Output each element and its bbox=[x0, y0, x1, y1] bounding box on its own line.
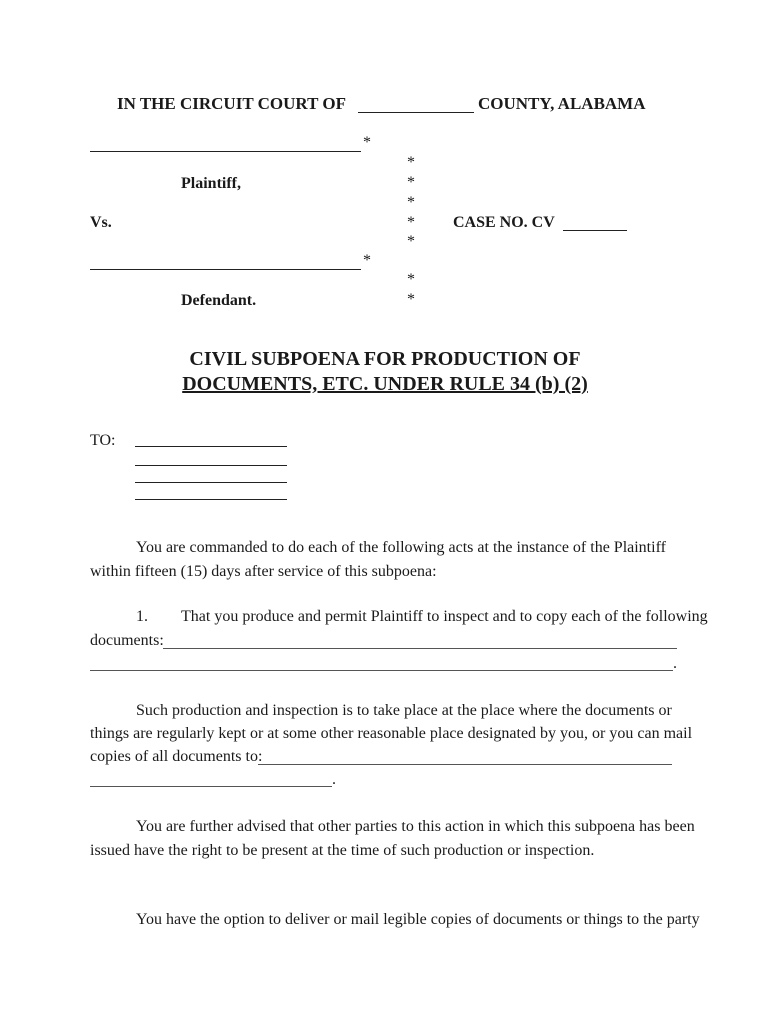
defendant-name-line bbox=[90, 269, 361, 270]
production-line-2: things are regularly kept or at some other reasonable place designated by you, or you can mail bbox=[90, 725, 693, 742]
asterisk-1: * bbox=[363, 134, 371, 151]
asterisk-7: * bbox=[407, 271, 415, 288]
case-no-label: CASE NO. CV bbox=[453, 214, 555, 231]
option-line-1: You have the option to deliver or mail legible copies of documents or things to the party bbox=[136, 911, 700, 928]
asterisk-3: * bbox=[407, 174, 415, 191]
vs-label: Vs. bbox=[90, 214, 112, 231]
asterisk-2: * bbox=[407, 154, 415, 171]
to-line-3 bbox=[135, 482, 287, 483]
to-line-2 bbox=[135, 465, 287, 466]
documents-line-1 bbox=[163, 648, 677, 649]
court-prefix: IN THE CIRCUIT COURT OF bbox=[117, 94, 346, 113]
item-number: 1. bbox=[136, 608, 148, 625]
mail-address-period: . bbox=[332, 771, 336, 788]
asterisk-6: * bbox=[407, 233, 415, 250]
item-text: That you produce and permit Plaintiff to inspect and to copy each of the following bbox=[181, 608, 708, 625]
documents-line-2 bbox=[90, 670, 673, 671]
documents-period: . bbox=[673, 655, 677, 672]
documents-label: documents: bbox=[90, 632, 164, 649]
command-line-1: You are commanded to do each of the following acts at the instance of the Plaintiff bbox=[136, 539, 666, 556]
to-line-4 bbox=[135, 499, 287, 500]
county-blank-line bbox=[358, 112, 474, 113]
asterisk-4: * bbox=[407, 194, 415, 211]
title-line-1: CIVIL SUBPOENA FOR PRODUCTION OF bbox=[189, 348, 581, 370]
production-line-3: copies of all documents to: bbox=[90, 748, 263, 765]
advised-line-1: You are further advised that other parties to this action in which this subpoena has been bbox=[136, 818, 695, 835]
to-line-1 bbox=[135, 446, 287, 447]
mail-address-line-2 bbox=[90, 786, 332, 787]
advised-line-2: issued have the right to be present at the time of such production or inspection. bbox=[90, 842, 595, 859]
production-line-1: Such production and inspection is to take place at the place where the documents or bbox=[136, 702, 672, 719]
plaintiff-name-line bbox=[90, 151, 361, 152]
to-label: TO: bbox=[90, 432, 116, 449]
case-no-blank-line bbox=[563, 230, 627, 231]
defendant-label: Defendant. bbox=[181, 292, 257, 309]
court-suffix: COUNTY, ALABAMA bbox=[478, 94, 646, 113]
asterisk-5: * bbox=[407, 214, 415, 231]
title-line-2: DOCUMENTS, ETC. UNDER RULE 34 (b) (2) bbox=[182, 373, 588, 395]
asterisk-8: * bbox=[407, 291, 415, 308]
mail-address-line-1 bbox=[258, 764, 672, 765]
plaintiff-label: Plaintiff, bbox=[181, 175, 241, 192]
asterisk-9: * bbox=[363, 252, 371, 269]
command-line-2: within fifteen (15) days after service of this subpoena: bbox=[90, 563, 437, 580]
